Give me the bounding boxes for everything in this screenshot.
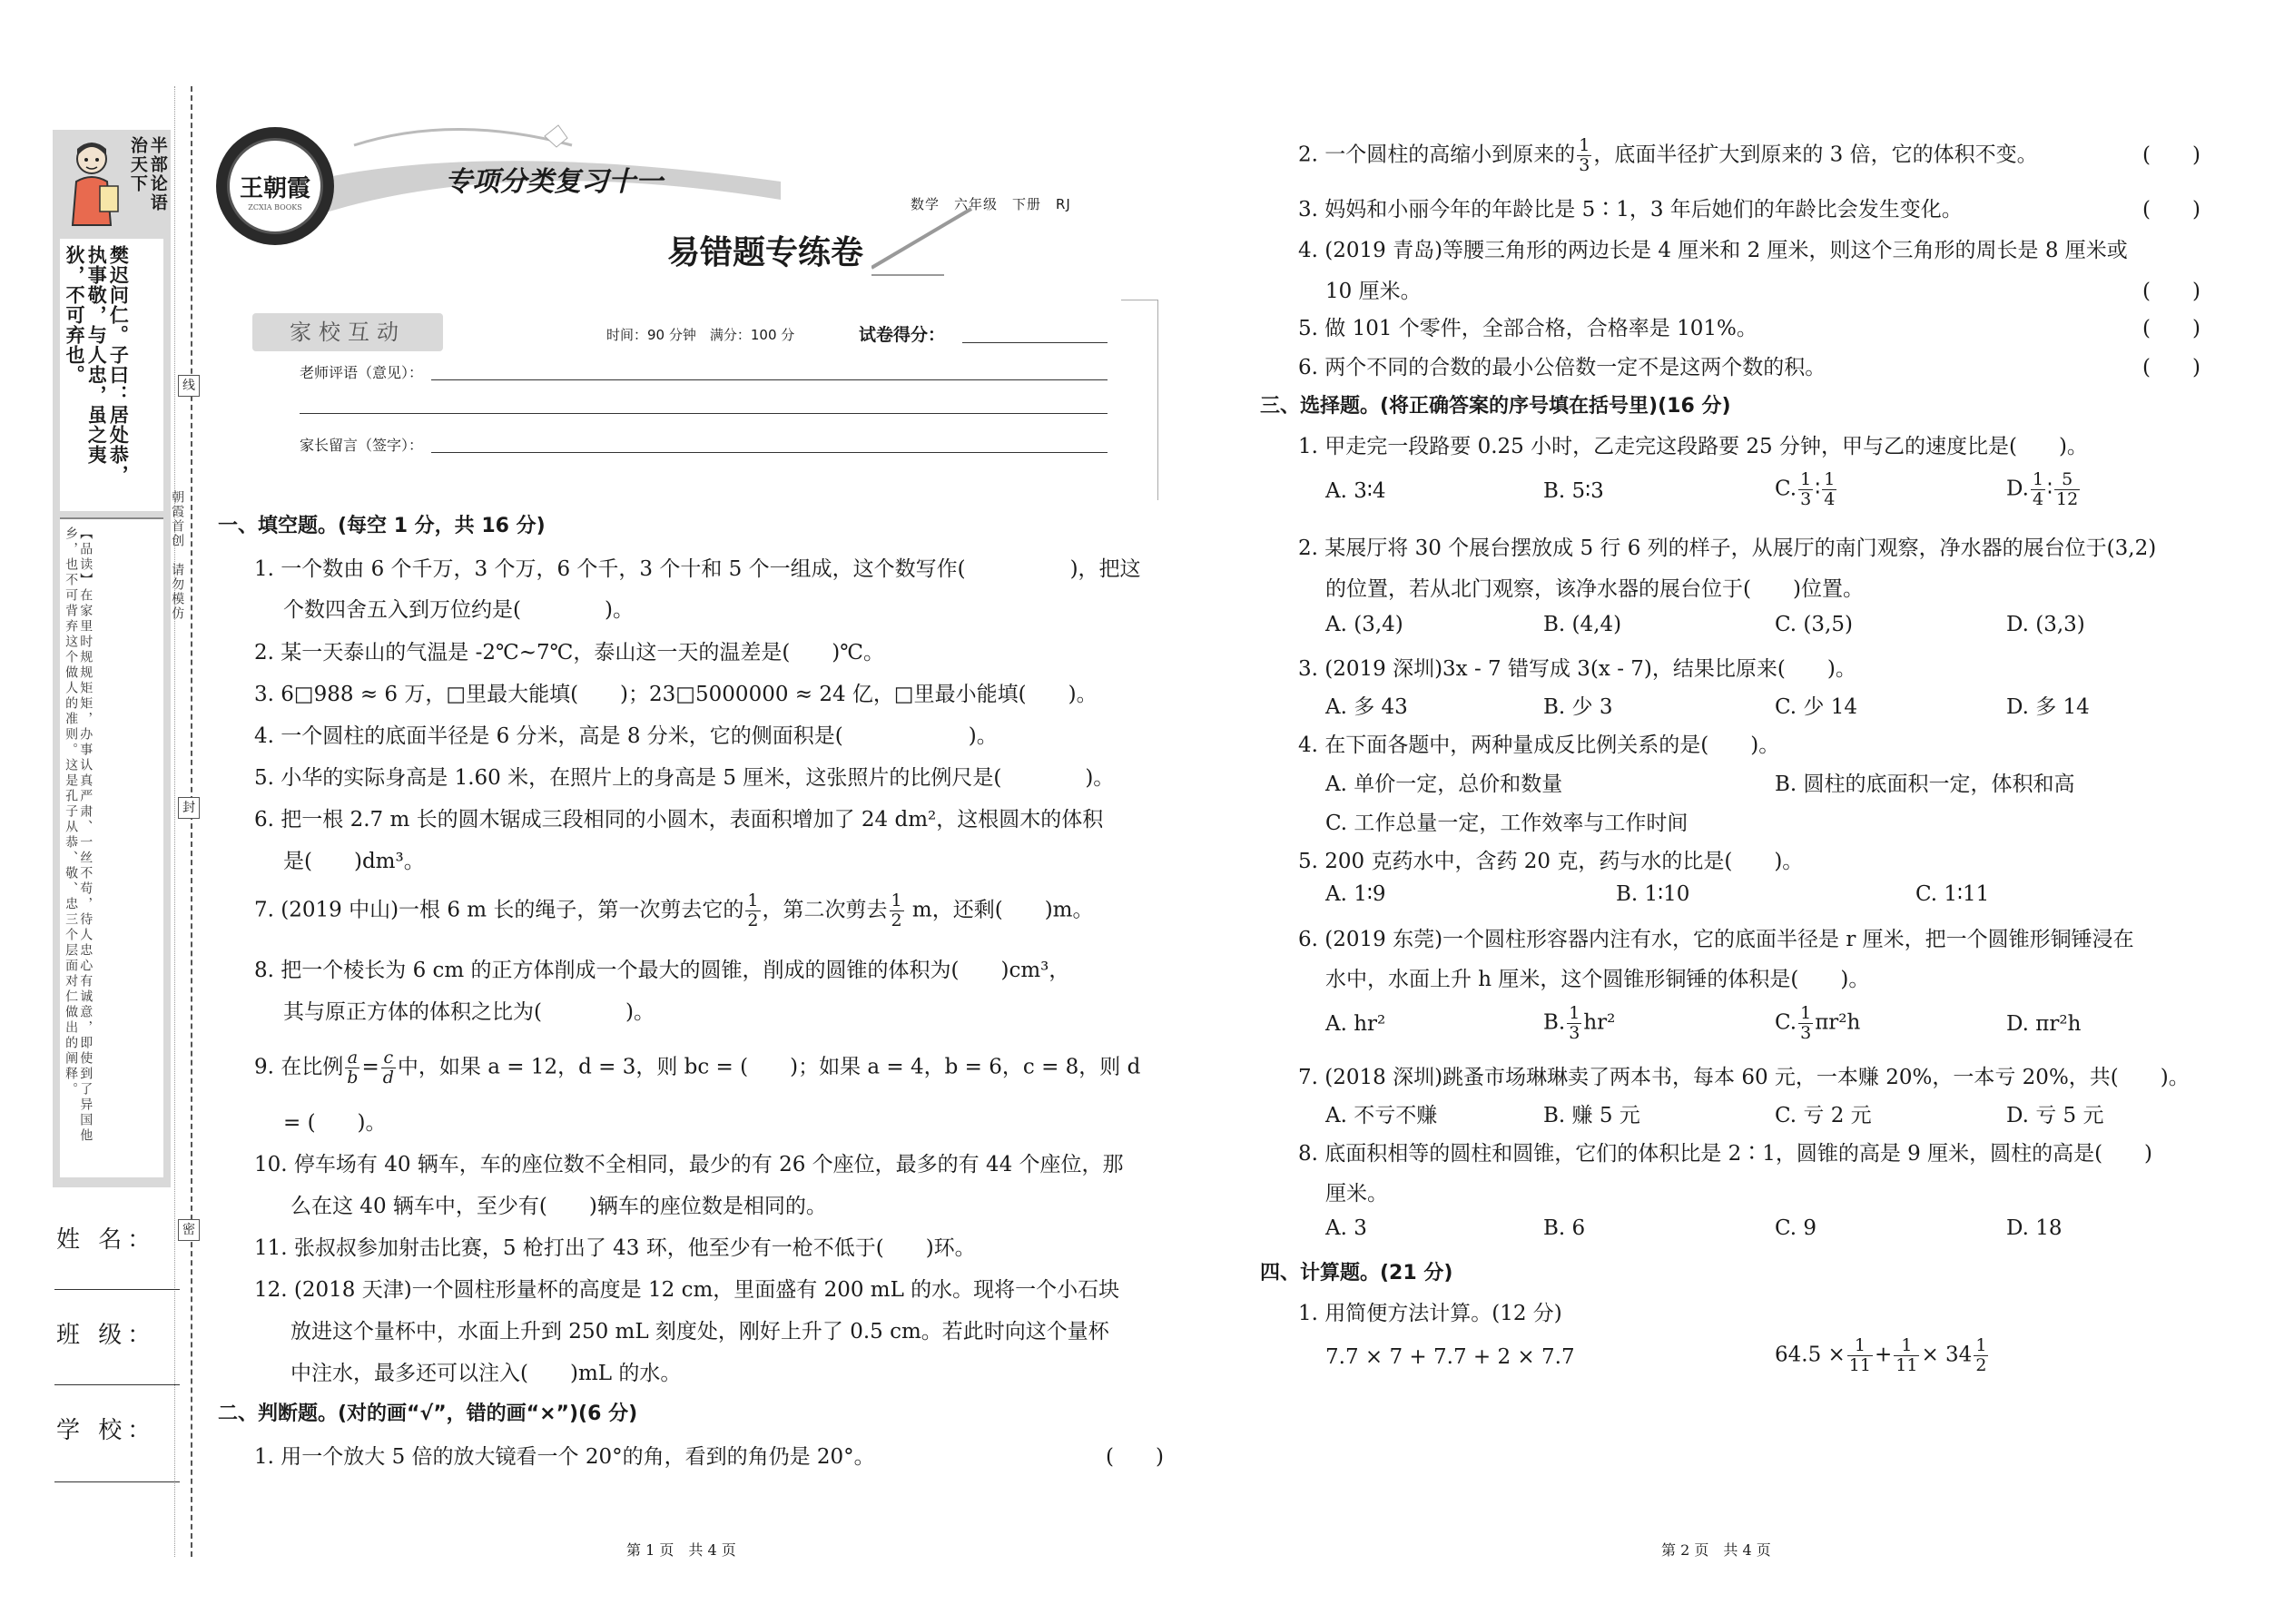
score-label: 试卷得分： (859, 325, 946, 345)
judge-6: 6. 两个不同的合数的最小公倍数一定不是这两个数的积。 (1298, 356, 1826, 379)
choice-3-option-a[interactable]: A. 多 43 (1325, 695, 1408, 719)
choice-3: 3. (2019 深圳)3x - 7 错写成 3(x - 7)，结果比原来( )。 (1298, 657, 1856, 681)
fraction-one-third (1567, 1004, 1581, 1043)
frac-num: 1 (1824, 469, 1836, 489)
choice-8-option-d[interactable]: D. 18 (2006, 1216, 2063, 1240)
judge-2 (1298, 136, 2038, 175)
choice-4: 4. 在下面各题中，两种量成反比例关系的是( )。 (1298, 733, 1780, 757)
frac-den: 3 (1569, 1022, 1580, 1043)
judge-4-line-1: 4. (2019 青岛)等腰三角形的两边长是 4 厘米和 2 厘米，则这个三角形的周长是 8 厘米或 (1298, 239, 2128, 262)
page-footer-1: 第 1 页 共 4 页 (626, 1541, 736, 1559)
q7-text-mid: ，第二次剪去 (762, 898, 888, 922)
option-letter: D. (2006, 477, 2029, 501)
judge-2-answer[interactable]: ( ) (2142, 143, 2200, 167)
choice-5-option-a[interactable]: A. 1∶9 (1325, 882, 1386, 906)
choice-1-option-d[interactable] (2006, 470, 2082, 509)
copyright-note: 朝霞首创 请勿模仿 (170, 490, 185, 621)
question-8-line-2: 其与原正方体的体积之比为( )。 (283, 1000, 655, 1024)
option-tail: hr² (1583, 1010, 1616, 1035)
frac-num: 1 (1800, 469, 1812, 489)
q7-text-pre: 7. (2019 中山)一根 6 m 长的绳子，第一次剪去它的 (254, 898, 744, 922)
choice-7-option-c[interactable]: C. 亏 2 元 (1775, 1104, 1872, 1127)
frac-den: d (382, 1067, 394, 1088)
option-letter: C. (1775, 477, 1797, 501)
fraction-one-half (745, 891, 760, 930)
frac-den: 3 (1579, 154, 1590, 175)
scholar-mascot-icon (60, 136, 123, 227)
name-field[interactable] (54, 1289, 180, 1290)
choice-2-option-c[interactable]: C. (3,5) (1775, 613, 1853, 636)
school-field[interactable] (54, 1481, 180, 1482)
choice-6-option-a[interactable]: A. hr² (1325, 1012, 1386, 1036)
corner-decoration (1121, 300, 1158, 500)
fraction-one-half (890, 891, 904, 930)
fraction (1798, 470, 1813, 509)
choice-8-option-b[interactable]: B. 6 (1543, 1216, 1586, 1240)
question-11: 11. 张叔叔参加射击比赛，5 枪打出了 43 环，他至少有一枪不低于( )环。 (254, 1236, 976, 1260)
grade-meta: 数学 六年级 下册 RJ (911, 196, 1071, 212)
frac-den: 2 (1975, 1354, 1987, 1375)
frac-den: 12 (2056, 488, 2079, 509)
frac-num: 5 (2054, 470, 2080, 490)
publisher-logo-inner (227, 138, 323, 234)
frac-den: 11 (1848, 1354, 1871, 1375)
choice-2-line-2: 的位置，若从北门观察，该净水器的展台位于( )位置。 (1325, 577, 1864, 601)
fraction (2031, 470, 2045, 509)
section-judge-heading: 二、判断题。(对的画“√”，错的画“×”)(6 分) (218, 1403, 638, 1425)
pindu-text: 【品读】在家里时规规矩矩，办事认真严肃、一丝不苟，待人忠心有诚意，即使到了异国他乡，也不可背弃这个做人的准则。这是孔子从恭、敬、忠三个层面对仁做出的阐释。 (64, 527, 94, 1144)
fraction (1822, 470, 1836, 509)
fraction-a-over-b (345, 1048, 359, 1088)
judge-6-answer[interactable]: ( ) (2142, 356, 2200, 379)
choice-5: 5. 200 克药水中，含药 20 克，药与水的比是( )。 (1298, 850, 1804, 873)
option-tail: πr²h (1815, 1010, 1861, 1035)
question-9-line-2: = ( )。 (283, 1111, 387, 1135)
judge-4-answer[interactable]: ( ) (2142, 280, 2200, 303)
ratio-sign: ∶ (2047, 477, 2053, 501)
teacher-comment-label: 老师评语（意见）： (300, 364, 424, 381)
analects-quote: 樊迟问仁。子曰：居处恭，执事敬，与人忠，虽之夷狄，不可弃也。 (64, 245, 130, 485)
frac-num: 1 (2032, 469, 2044, 489)
question-2: 2. 某一天泰山的气温是 -2℃~7℃，泰山这一天的温差是( )℃。 (254, 641, 885, 664)
choice-4-option-a[interactable]: A. 单价一定，总价和数量 (1325, 773, 1563, 796)
expr-part: 64.5 × (1775, 1343, 1846, 1367)
question-6-line-2: 是( )dm³。 (283, 850, 425, 873)
cut-mark-feng: 封 (178, 797, 200, 819)
frac-den: 3 (1800, 488, 1812, 509)
q9-text-pre: 9. 在比例 (254, 1055, 344, 1079)
judge-1-answer[interactable]: ( ) (1106, 1445, 1164, 1469)
choice-6-line-2: 水中，水面上升 h 厘米，这个圆锥形铜锤的体积是( )。 (1325, 968, 1870, 991)
frac-num: a (345, 1048, 359, 1068)
choice-2-line-1: 2. 某展厅将 30 个展台摆放成 5 行 6 列的样子，从展厅的南门观察，净水器的展台位于(3,2) (1298, 536, 2157, 560)
question-1-line-2: 个数四舍五入到万位约是( )。 (283, 598, 634, 622)
choice-2-option-d[interactable]: D. (3,3) (2006, 613, 2085, 636)
parent-note-label: 家长留言（签字）： (300, 437, 424, 454)
class-label: 班 级： (56, 1322, 157, 1349)
q9-text-post: 中，如果 a = 12，d = 3，则 bc = ( )；如果 a = 4，b = 6，c = 8，则 d (397, 1055, 1141, 1079)
judge-1: 1. 用一个放大 5 倍的放大镜看一个 20°的角，看到的角仍是 20°。 (254, 1445, 875, 1469)
section-choice-heading: 三、选择题。(将正确答案的序号填在括号里)(16 分) (1260, 395, 1731, 418)
frac-den: 11 (1895, 1354, 1918, 1375)
choice-6-option-d[interactable]: D. πr²h (2006, 1012, 2082, 1036)
choice-3-option-b[interactable]: B. 少 3 (1543, 695, 1613, 719)
frac-num: 1 (1569, 1003, 1580, 1023)
j2-text-pre: 2. 一个圆柱的高缩小到原来的 (1298, 143, 1576, 167)
question-1-line-1: 1. 一个数由 6 个千万，3 个万，6 个千，3 个十和 5 个一组成，这个数写作( )，把这 (254, 557, 1141, 581)
cut-line (191, 86, 192, 1557)
choice-1-option-a[interactable]: A. 3∶4 (1325, 479, 1386, 503)
frac-den: 4 (1824, 488, 1836, 509)
choice-6-line-1: 6. (2019 东莞)一个圆柱形容器内注有水，它的底面半径是 r 厘米，把一个圆锥形铜锤浸在 (1298, 928, 2134, 951)
question-3: 3. 6□988 ≈ 6 万，□里最大能填( )；23□5000000 ≈ 24 亿，□里最小能填( )。 (254, 683, 1098, 706)
fraction-c-over-d (381, 1048, 396, 1088)
series-title: 专项分类复习十一 (445, 166, 663, 198)
option-letter: B. (1543, 1010, 1566, 1035)
school-label: 学 校： (56, 1417, 157, 1444)
calc-1-expr-1: 7.7 × 7 + 7.7 + 2 × 7.7 (1325, 1345, 1575, 1369)
ratio-sign: ∶ (1815, 477, 1821, 501)
choice-7-option-b[interactable]: B. 赚 5 元 (1543, 1104, 1640, 1127)
frac-den: 2 (891, 910, 902, 930)
judge-4-line-2: 10 厘米。 (1325, 280, 1422, 303)
frac-num: 1 (1579, 135, 1590, 155)
q7-text-post: m，还剩( )m。 (905, 898, 1094, 922)
question-10-line-1: 10. 停车场有 40 辆车，车的座位数不全相同，最少的有 26 个座位，最多的有 44 个座位，那 (254, 1153, 1124, 1176)
question-10-line-2: 么在这 40 辆车中，至少有( )辆车的座位数是相同的。 (290, 1195, 827, 1218)
expr-part: × 34 (1921, 1343, 1973, 1367)
fraction (2054, 470, 2080, 509)
choice-8-line-1: 8. 底面积相等的圆柱和圆锥，它们的体积比是 2∶1，圆锥的高是 9 厘米，圆柱的高是( ) (1298, 1142, 2153, 1166)
choice-6-option-c[interactable] (1775, 1004, 1860, 1043)
question-7 (254, 891, 1094, 930)
choice-6-option-b[interactable] (1543, 1004, 1615, 1043)
question-9 (254, 1048, 1140, 1088)
choice-2-option-a[interactable]: A. (3,4) (1325, 613, 1403, 636)
fraction-one-eleventh (1894, 1336, 1919, 1375)
frac-num: 1 (1894, 1336, 1919, 1356)
question-12-line-2: 放进这个量杯中，水面上升到 250 mL 刻度处，刚好上升了 0.5 cm。若此时向这个量杯 (290, 1320, 1109, 1343)
name-label: 姓 名： (56, 1226, 157, 1254)
teacher-comment-field-2[interactable] (300, 413, 1108, 414)
frac-den: b (347, 1067, 359, 1088)
j2-text-post: ，底面半径扩大到原来的 3 倍，它的体积不变。 (1593, 143, 2038, 167)
option-letter: C. (1775, 1010, 1797, 1035)
choice-8-option-c[interactable]: C. 9 (1775, 1216, 1817, 1240)
question-4: 4. 一个圆柱的底面半径是 6 分米，高是 8 分米，它的侧面积是( )。 (254, 724, 998, 748)
frac-den: 2 (747, 910, 759, 930)
score-field[interactable] (962, 342, 1108, 343)
judge-5: 5. 做 101 个零件，全部合格，合格率是 101%。 (1298, 317, 1757, 340)
choice-4-option-b[interactable]: B. 圆柱的底面积一定，体积和高 (1775, 773, 2075, 796)
choice-7-option-d[interactable]: D. 亏 5 元 (2006, 1104, 2104, 1127)
frac-num: 1 (1800, 1003, 1812, 1023)
expr-part: + (1874, 1343, 1893, 1367)
frac-num: 1 (891, 891, 902, 910)
fraction-one-third (1798, 1004, 1813, 1043)
fraction-one-eleventh (1847, 1336, 1873, 1375)
choice-8-option-a[interactable]: A. 3 (1325, 1216, 1367, 1240)
choice-5-option-c[interactable]: C. 1∶11 (1915, 882, 1990, 906)
choice-2-option-b[interactable]: B. (4,4) (1543, 613, 1622, 636)
q9-equals: = (361, 1055, 379, 1079)
page-footer-2: 第 2 页 共 4 页 (1661, 1541, 1771, 1559)
logo-text: 王朝霞 (239, 175, 310, 202)
calc-1-expr-2 (1775, 1336, 1990, 1375)
question-8-line-1: 8. 把一个棱长为 6 cm 的正方体削成一个最大的圆锥，削成的圆锥的体积为( )cm³， (254, 959, 1070, 982)
frac-den: 4 (2032, 488, 2044, 509)
choice-3-option-d[interactable]: D. 多 14 (2006, 695, 2090, 719)
section-calc-heading: 四、计算题。(21 分) (1260, 1262, 1453, 1284)
cut-mark-xian: 线 (178, 375, 200, 397)
teacher-comment-field[interactable] (431, 379, 1108, 380)
class-field[interactable] (54, 1384, 180, 1385)
choice-1-option-b[interactable]: B. 5∶3 (1543, 479, 1604, 503)
choice-3-option-c[interactable]: C. 少 14 (1775, 695, 1857, 719)
frac-den: 3 (1800, 1022, 1812, 1043)
time-score-meta: 时间：90 分钟 满分：100 分 (606, 327, 795, 343)
choice-7-option-a[interactable]: A. 不亏不赚 (1325, 1104, 1438, 1127)
fraction-one-third (1577, 136, 1591, 175)
page-2 (1216, 0, 2294, 1624)
frac-num: 1 (1975, 1335, 1987, 1355)
parent-note-field[interactable] (431, 452, 1108, 453)
home-school-label: 家校互动 (252, 313, 443, 351)
frac-num: c (381, 1048, 396, 1068)
choice-4-option-c[interactable]: C. 工作总量一定，工作效率与工作时间 (1325, 812, 1689, 835)
question-5: 5. 小华的实际身高是 1.60 米，在照片上的身高是 5 厘米，这张照片的比例尺是( )。 (254, 766, 1115, 790)
frac-num: 1 (1847, 1336, 1873, 1356)
judge-5-answer[interactable]: ( ) (2142, 317, 2200, 340)
choice-5-option-b[interactable]: B. 1∶10 (1616, 882, 1690, 906)
question-12-line-3: 中注水，最多还可以注入( )mL 的水。 (290, 1362, 682, 1385)
choice-8-line-2: 厘米。 (1325, 1182, 1388, 1206)
motto-title: 半部论语治天下 (127, 136, 168, 212)
judge-3-answer[interactable]: ( ) (2142, 198, 2200, 221)
choice-7: 7. (2018 深圳)跳蚤市场琳琳卖了两本书，每本 60 元，一本赚 20%，一本亏 20%，共( )。 (1298, 1066, 2190, 1089)
fraction-one-half (1974, 1336, 1988, 1375)
paper-title: 易错题专练卷 (667, 234, 864, 271)
logo-subtext: ZCXIA BOOKS (248, 203, 302, 212)
choice-1: 1. 甲走完一段路要 0.25 小时，乙走完这段路要 25 分钟，甲与乙的速度比是( )。 (1298, 435, 2088, 458)
title-decoration (871, 204, 980, 281)
calc-1: 1. 用简便方法计算。(12 分) (1298, 1302, 1562, 1325)
frac-num: 1 (747, 891, 759, 910)
section-fill-blank-heading: 一、填空题。(每空 1 分，共 16 分) (218, 515, 546, 537)
question-12-line-1: 12. (2018 天津)一个圆柱形量杯的高度是 12 cm，里面盛有 200 mL 的水。现将一个小石块 (254, 1278, 1120, 1302)
choice-1-option-c[interactable] (1775, 470, 1838, 509)
cut-mark-mi: 密 (178, 1219, 200, 1241)
question-6-line-1: 6. 把一根 2.7 m 长的圆木锯成三段相同的小圆木，表面积增加了 24 dm²，这根圆木的体积 (254, 808, 1104, 832)
judge-3: 3. 妈妈和小丽今年的年龄比是 5∶1，3 年后她们的年龄比会发生变化。 (1298, 198, 1963, 221)
